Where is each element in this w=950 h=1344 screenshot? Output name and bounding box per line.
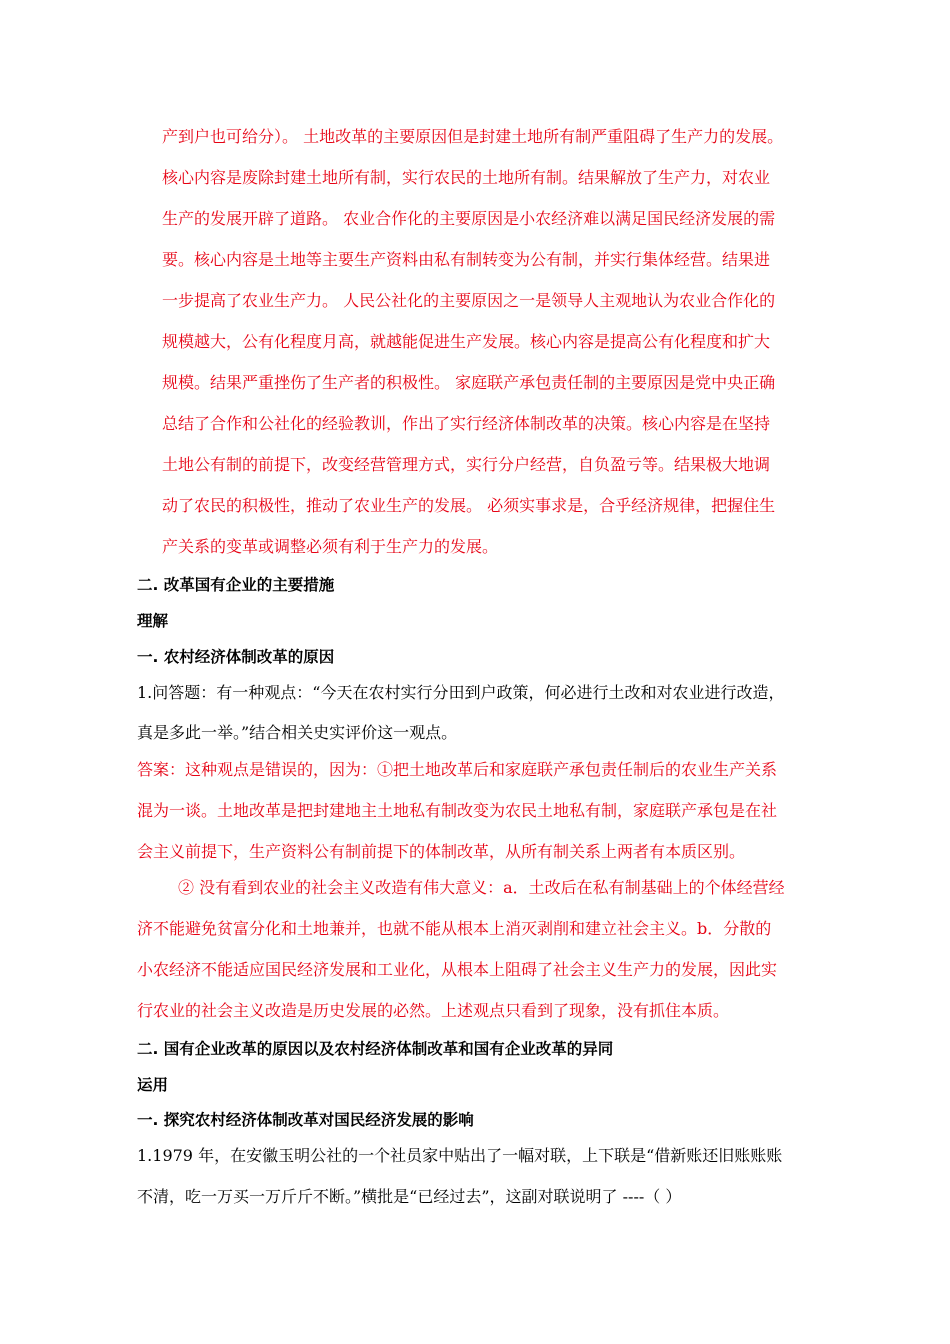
answer-2-line: 小农经济不能适应国民经济发展和工业化，从根本上阻碍了社会主义生产力的发展，因此实 xyxy=(137,960,778,979)
section-label-understand: 理解 xyxy=(137,612,169,630)
question-1-line: 真是多此一举。”结合相关史实评价这一观点。 xyxy=(137,723,458,742)
section-heading: 二. 国有企业改革的原因以及农村经济体制改革和国有企业改革的异同 xyxy=(137,1040,614,1058)
section-heading: 二. 改革国有企业的主要措施 xyxy=(137,576,335,594)
answer-2-line: 混为一谈。土地改革是把封建地主土地私有制改变为农民土地私有制，家庭联产承包是在社 xyxy=(137,801,778,820)
section-label-apply: 运用 xyxy=(137,1076,169,1094)
answer-2-line: 答案：这种观点是错误的，因为：①把土地改革后和家庭联产承包责任制后的农业生产关系 xyxy=(137,760,778,779)
answer-1-line: 产到户也可给分）。 土地改革的主要原因但是封建土地所有制严重阻碍了生产力的发展。 xyxy=(162,127,784,146)
answer-1-line: 核心内容是废除封建土地所有制，实行农民的土地所有制。结果解放了生产力，对农业 xyxy=(162,168,771,187)
answer-1-line: 动了农民的积极性，推动了农业生产的发展。 必须实事求是，合乎经济规律，把握住生 xyxy=(162,496,776,515)
question-2-line: 不清，吃一万买一万斤斤不断。”横批是“已经过去”，这副对联说明了 ----（ ） xyxy=(137,1187,682,1206)
answer-1-line: 规模。结果严重挫伤了生产者的积极性。 家庭联产承包责任制的主要原因是党中央正确 xyxy=(162,373,776,392)
answer-2-line: 行农业的社会主义改造是历史发展的必然。上述观点只看到了现象，没有抓住本质。 xyxy=(137,1001,730,1020)
question-2-line: 1.1979 年，在安徽玉明公社的一个社员家中贴出了一幅对联，上下联是“借新账还旧账账账 xyxy=(137,1146,783,1165)
answer-1-line: 土地公有制的前提下，改变经营管理方式，实行分户经营，自负盈亏等。结果极大地调 xyxy=(162,455,771,474)
answer-1-line: 产关系的变革或调整必须有利于生产力的发展。 xyxy=(162,537,499,556)
answer-1-line: 一步提高了农业生产力。 人民公社化的主要原因之一是领导人主观地认为农业合作化的 xyxy=(162,291,776,310)
section-heading: 一. 探究农村经济体制改革对国民经济发展的影响 xyxy=(137,1111,474,1129)
question-1-line: 1.问答题：有一种观点：“今天在农村实行分田到户政策，何必进行土改和对农业进行改造， xyxy=(137,683,785,702)
answer-1-line: 规模越大，公有化程度月高，就越能促进生产发展。核心内容是提高公有化程度和扩大 xyxy=(162,332,771,351)
answer-1-line: 总结了合作和公社化的经验教训，作出了实行经济体制改革的决策。核心内容是在坚持 xyxy=(162,414,771,433)
answer-1-line: 生产的发展开辟了道路。 农业合作化的主要原因是小农经济难以满足国民经济发展的需 xyxy=(162,209,776,228)
section-heading: 一. 农村经济体制改革的原因 xyxy=(137,648,335,666)
answer-1-line: 要。核心内容是土地等主要生产资料由私有制转变为公有制，并实行集体经营。结果进 xyxy=(162,250,771,269)
answer-2-line: 济不能避免贫富分化和土地兼并，也就不能从根本上消灭剥削和建立社会主义。b．分散的 xyxy=(137,919,772,938)
answer-2-line: 会主义前提下，生产资料公有制前提下的体制改革，从所有制关系上两者有本质区别。 xyxy=(137,842,746,861)
answer-2-line: ② 没有看到农业的社会主义改造有伟大意义：a．土改后在私有制基础上的个体经营经 xyxy=(178,878,785,897)
